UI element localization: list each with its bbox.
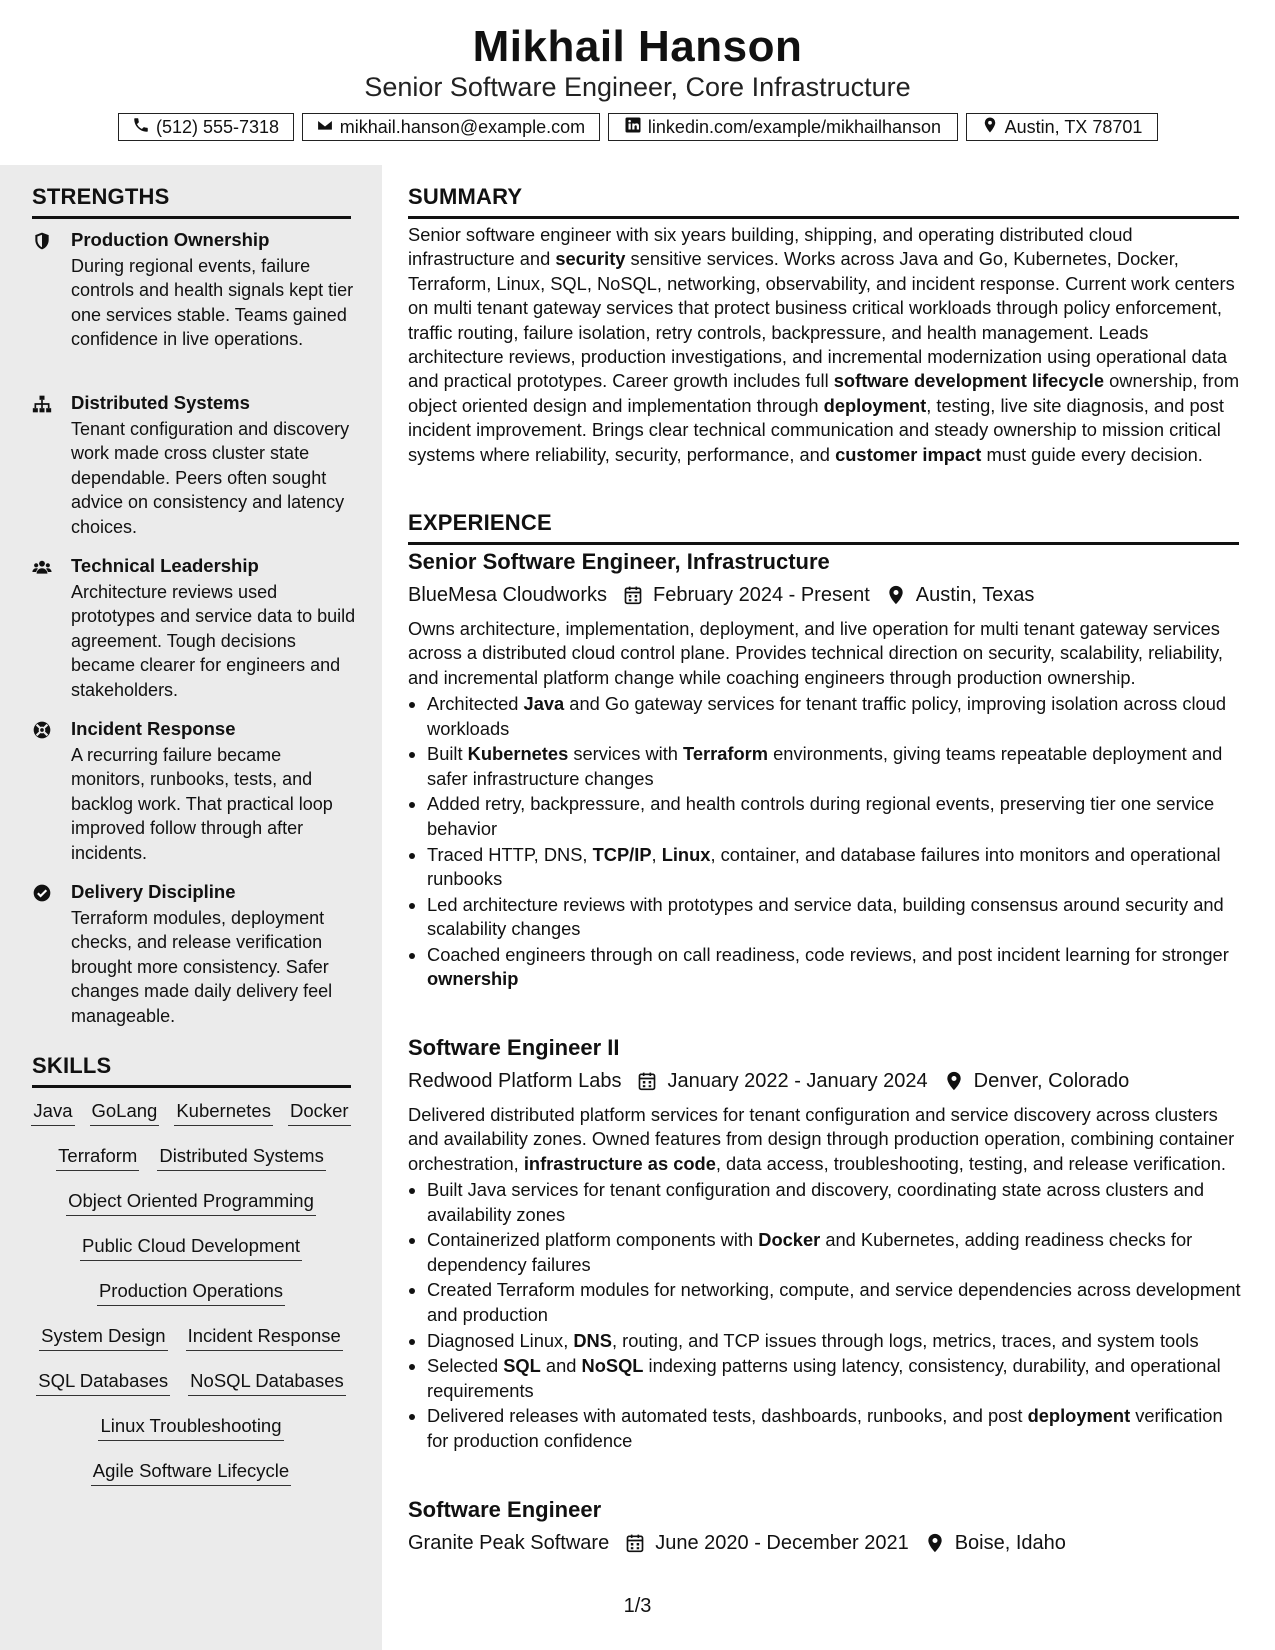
calendar-icon	[625, 1533, 645, 1553]
summary-text	[408, 223, 1243, 467]
skills-row	[28, 1190, 354, 1235]
job-dates: January 2022 - January 2024	[667, 1069, 928, 1092]
bullet-item	[427, 1178, 1243, 1227]
text-run: Delivered releases with automated tests, dashboards, runbooks, and post	[427, 1405, 1028, 1427]
emphasis-text: DNS	[573, 1329, 612, 1351]
text-run: Built Java services for tenant configuration and discovery, coordinating state across clusters and availability zones	[427, 1179, 1205, 1225]
text-run: Led architecture reviews with prototypes and service data, building consensus around security and scalability changes	[427, 893, 1224, 940]
location-text: Austin, TX 78701	[1004, 116, 1143, 137]
text-run: and Go gateway services for tenant traffic policy, improving isolation across cloud workloads	[427, 693, 1227, 739]
linkedin-text: linkedin.com/example/mikhailhanson	[647, 116, 942, 137]
text-run: must guide every decision.	[981, 443, 1203, 465]
contact-linkedin[interactable]	[608, 113, 958, 141]
skill-tag: System Design	[39, 1325, 167, 1351]
job-entry	[408, 549, 1243, 993]
shield-icon	[32, 231, 54, 253]
job-title: Software Engineer	[408, 1497, 602, 1522]
text-run: Traced HTTP, DNS,	[427, 843, 593, 865]
text-run: and	[540, 1355, 582, 1377]
strength-description: Terraform modules, deployment checks, and release verification brought more consistency. Safer changes made daily delivery feel manageable.	[71, 908, 333, 1026]
company-name: Redwood Platform Labs	[408, 1069, 622, 1092]
text-run: services with	[568, 743, 684, 765]
job-title: Software Engineer II	[408, 1035, 620, 1060]
skills-list	[28, 1100, 354, 1505]
sitemap-icon	[32, 394, 54, 416]
job-title: Senior Software Engineer, Infrastructure	[408, 549, 830, 574]
text-run: Delivered distributed platform services for tenant configuration and service discovery across clusters and availability zones. Owned features from design through production operation, combining container orchestration,	[408, 1104, 1235, 1174]
calendar-icon	[623, 585, 643, 605]
text-run: and Kubernetes, adding readiness checks for dependency failures	[427, 1229, 1193, 1275]
strength-title: Incident Response	[71, 718, 236, 739]
emphasis-text: customer impact	[835, 443, 982, 465]
skill-tag: Production Operations	[97, 1280, 285, 1306]
bullet-item	[427, 843, 1243, 892]
job-bullets	[408, 1178, 1243, 1453]
experience-heading: EXPERIENCE	[408, 510, 1239, 545]
strength-description: Architecture reviews used prototypes and service data to build agreement. Tough decisions became clearer for engineers and stakeholders.	[71, 582, 356, 700]
job-location: Denver, Colorado	[973, 1069, 1130, 1092]
text-run: Coached engineers through on call readiness, code reviews, and post incident learning for stronger	[427, 943, 1229, 965]
skill-tag: Docker	[288, 1100, 351, 1126]
job-dates: February 2024 - Present	[652, 583, 870, 606]
text-run: Built	[427, 743, 468, 765]
skills-row	[28, 1370, 354, 1415]
skills-row	[28, 1325, 354, 1370]
skill-tag: Public Cloud Development	[80, 1235, 302, 1261]
skills-heading: SKILLS	[32, 1053, 351, 1088]
check-circle-icon	[32, 883, 54, 905]
bullet-item	[427, 1329, 1243, 1353]
strength-description: A recurring failure became monitors, runbooks, tests, and backlog work. That practical loop improved follow through after incidents.	[71, 745, 333, 863]
emphasis-text: ownership	[427, 968, 519, 990]
strength-description: Tenant configuration and discovery work made cross cluster state dependable. Peers often sought advice on consistency and latency choices.	[71, 419, 350, 537]
skills-row	[28, 1280, 354, 1325]
emphasis-text: deployment	[823, 394, 927, 416]
job-meta	[408, 1065, 1243, 1097]
skill-tag: Incident Response	[186, 1325, 343, 1351]
candidate-title: Senior Software Engineer, Core Infrastructure	[364, 72, 911, 102]
bullet-item	[427, 1278, 1243, 1327]
emphasis-text: SQL	[503, 1355, 541, 1377]
strength-description: During regional events, failure controls and health signals kept tier one services stable. Teams gained confidence in live operations.	[71, 256, 354, 350]
strength-title: Distributed Systems	[71, 392, 250, 413]
life-ring-icon	[32, 720, 54, 742]
skills-row	[28, 1145, 354, 1190]
text-run: ,	[651, 843, 662, 865]
bullet-item	[427, 742, 1243, 791]
company-name: BlueMesa Cloudworks	[408, 583, 607, 606]
skill-tag: Linux Troubleshooting	[98, 1415, 283, 1441]
skill-tag: Terraform	[56, 1145, 139, 1171]
text-run: verification for production confidence	[427, 1405, 1223, 1451]
text-run: ownership, from object oriented design and implementation through	[408, 370, 1240, 416]
emphasis-text: NoSQL	[581, 1355, 644, 1377]
calendar-icon	[637, 1071, 657, 1091]
main-content	[382, 165, 1275, 1650]
emphasis-text: software development lifecycle	[833, 370, 1105, 392]
job-meta	[408, 579, 1243, 611]
bullet-item	[427, 792, 1243, 841]
emphasis-text: Terraform	[683, 743, 769, 765]
text-run: environments, giving teams repeatable deployment and safer infrastructure changes	[427, 743, 1223, 789]
job-meta	[408, 1527, 1243, 1559]
skill-tag: Kubernetes	[174, 1100, 273, 1126]
job-description: Owns architecture, implementation, deployment, and live operation for multi tenant gateway services across a distributed cloud control plane. Provides technical direction on security, scalability, reliability, and incremental platform change while coaching engineers through production ownership.	[408, 618, 1223, 688]
text-run: Added retry, backpressure, and health controls during regional events, preserving tier one service behavior	[427, 793, 1215, 839]
text-run: indexing patterns using latency, consistency, durability, and operational requirements	[427, 1355, 1221, 1401]
skills-row	[28, 1235, 354, 1280]
strength-title: Production Ownership	[71, 229, 270, 250]
emphasis-text: TCP/IP	[592, 843, 652, 865]
skill-tag: NoSQL Databases	[188, 1370, 346, 1396]
text-run: Diagnosed Linux,	[427, 1329, 574, 1351]
text-run: Senior software engineer with six years building, shipping, and operating distributed cloud infrastructure and	[408, 224, 1133, 270]
strengths-heading: STRENGTHS	[32, 184, 351, 219]
map-marker-icon	[925, 1533, 945, 1553]
skill-tag: GoLang	[90, 1100, 160, 1126]
phone-text: (512) 555-7318	[155, 116, 280, 137]
job-bullets	[408, 692, 1243, 991]
emphasis-text: Kubernetes	[467, 743, 569, 765]
emphasis-text: Linux	[661, 843, 711, 865]
map-marker-icon	[886, 585, 906, 605]
candidate-name: Mikhail Hanson	[472, 22, 803, 71]
email-text: mikhail.hanson@example.com	[339, 116, 586, 137]
map-marker-icon	[944, 1071, 964, 1091]
bullet-item	[427, 943, 1243, 992]
emphasis-text: Java	[523, 693, 565, 715]
bullet-item	[427, 1404, 1243, 1453]
strength-title: Technical Leadership	[71, 555, 259, 576]
bullet-item	[427, 692, 1243, 741]
text-run: , testing, live site diagnosis, and post incident improvement. Brings clear technical communication and steady ownership to mission critical systems where reliability, security, performance, and	[408, 394, 1225, 465]
skill-tag: Java	[31, 1100, 74, 1126]
skill-tag: Distributed Systems	[157, 1145, 326, 1171]
bullet-item	[427, 1228, 1243, 1277]
text-run: , data access, troubleshooting, testing, and release verification.	[715, 1152, 1227, 1174]
text-run: sensitive services. Works across Java and Go, Kubernetes, Docker, Terraform, Linux, SQL, NoSQL, networking, observability, and incident response. Current work centers on multi tenant gateway services that protect business critical workloads through policy enforcement, traffic routing, failure isolation, retry controls, backpressure, and health management. Leads architecture reviews, production investigations, and incremental modernization using operational data and practical prototypes. Career growth includes full	[408, 248, 1235, 392]
phone-icon	[132, 116, 150, 139]
text-run: Selected	[427, 1355, 504, 1377]
job-location: Austin, Texas	[915, 583, 1035, 606]
job-entry	[408, 1035, 1243, 1454]
map-marker-icon	[981, 116, 999, 139]
skills-row	[28, 1415, 354, 1460]
page-number: 1/3	[623, 1595, 652, 1617]
skill-tag: Agile Software Lifecycle	[91, 1460, 291, 1486]
job-description	[408, 1103, 1243, 1176]
summary-heading: SUMMARY	[408, 184, 1239, 219]
job-entry	[408, 1497, 1243, 1559]
strength-title: Delivery Discipline	[71, 881, 236, 902]
job-location: Boise, Idaho	[954, 1531, 1066, 1554]
contact-bar	[0, 113, 1275, 141]
skills-row	[28, 1460, 354, 1505]
text-run: Architected	[427, 693, 524, 715]
text-run: , container, and database failures into monitors and operational runbooks	[427, 843, 1221, 889]
emphasis-text: infrastructure as code	[523, 1152, 716, 1174]
text-run: Created Terraform modules for networking, compute, and service dependencies across development and production	[427, 1279, 1241, 1325]
bullet-item	[427, 1354, 1243, 1403]
emphasis-text: security	[555, 248, 626, 270]
company-name: Granite Peak Software	[408, 1531, 610, 1554]
skill-tag: Object Oriented Programming	[66, 1190, 316, 1216]
contact-location[interactable]	[966, 113, 1158, 141]
contact-phone[interactable]	[118, 113, 294, 141]
contact-email[interactable]	[302, 113, 600, 141]
users-icon	[32, 557, 54, 579]
emphasis-text: deployment	[1027, 1405, 1131, 1427]
text-run: , routing, and TCP issues through logs, metrics, traces, and system tools	[611, 1329, 1199, 1351]
resume-header	[0, 0, 1275, 165]
text-run: Containerized platform components with	[427, 1229, 759, 1251]
job-dates: June 2020 - December 2021	[655, 1531, 909, 1554]
skill-tag: SQL Databases	[36, 1370, 170, 1396]
envelope-icon	[316, 116, 334, 139]
skills-row	[28, 1100, 354, 1145]
emphasis-text: Docker	[758, 1229, 821, 1251]
linkedin-icon	[624, 116, 642, 139]
sidebar	[0, 165, 382, 1650]
bullet-item	[427, 893, 1243, 942]
